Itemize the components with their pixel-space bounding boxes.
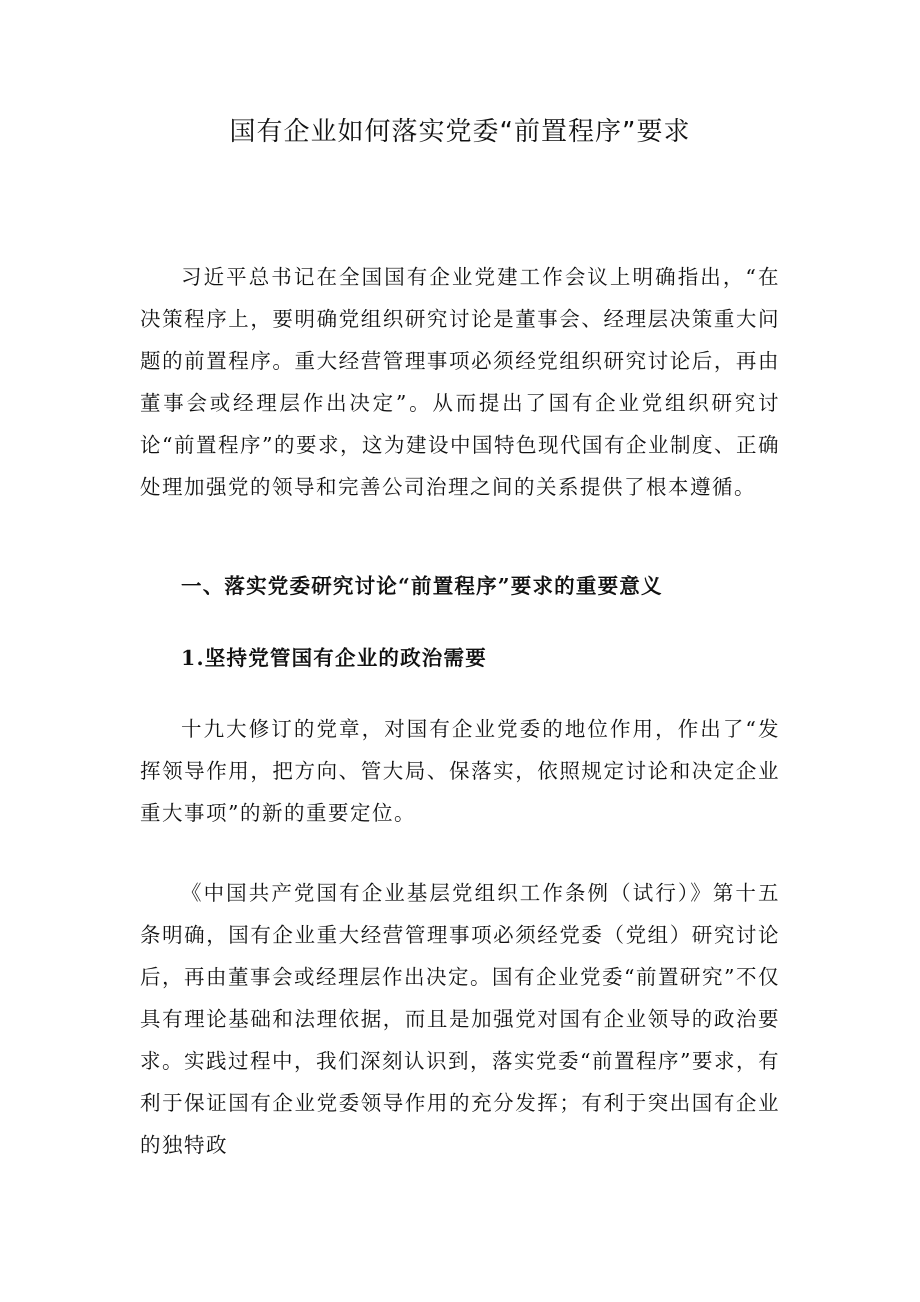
paragraph-regulations: 《中国共产党国有企业基层党组织工作条例（试行）》第十五条明确，国有企业重大经营管理事项必须经党委（党组）研究讨论后，再由董事会或经理层作出决定。国有企业党委“前置研究”不仅具有理论基础和法理依据，而且是加强党对国有企业领导的政治要求。实践过程中，我们深刻认识到，落实党委“前置程序”要求，有利于保证国有企业党委领导作用的充分发挥；有利于突出国有企业的独特政 <box>140 881 780 1157</box>
subsection-heading-1: 1.坚持党管国有企业的政治需要 <box>181 646 487 670</box>
paragraph-party-constitution: 十九大修订的党章，对国有企业党委的地位作用，作出了“发挥领导作用，把方向、管大局、保落实，依照规定讨论和决定企业重大事项”的新的重要定位。 <box>140 717 780 825</box>
section-heading-1: 一、落实党委研究讨论“前置程序”要求的重要意义 <box>181 574 663 598</box>
document-title: 国有企业如何落实党委“前置程序”要求 <box>229 117 691 147</box>
paragraph-intro: 习近平总书记在全国国有企业党建工作会议上明确指出，“在决策程序上，要明确党组织研究讨论是董事会、经理层决策重大问题的前置程序。重大经营管理事项必须经党组织研究讨论后，再由董事会或经理层作出决定”。从而提出了国有企业党组织研究讨论“前置程序”的要求，这为建设中国特色现代国有企业制度、正确处理加强党的领导和完善公司治理之间的关系提供了根本遵循。 <box>140 265 780 499</box>
